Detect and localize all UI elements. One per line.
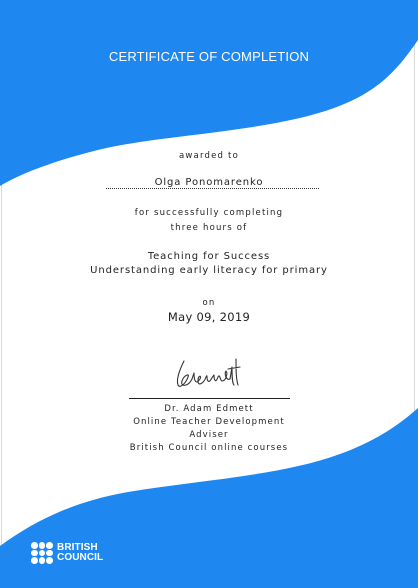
awarded-to-label: awarded to <box>179 151 239 161</box>
recipient-name: Olga Ponomarenko <box>154 177 264 188</box>
completion-line-1: for successfully completing <box>134 208 284 218</box>
brand-line-1: BRITISH <box>57 541 98 553</box>
signature-image <box>170 355 250 395</box>
signatory-role-line-1: Online Teacher Development <box>133 417 285 427</box>
british-council-logo <box>31 542 103 564</box>
certificate-title: CERTIFICATE OF COMPLETION <box>108 49 310 64</box>
brand-line-2: COUNCIL <box>57 552 104 563</box>
completion-line-2: three hours of <box>170 223 248 233</box>
signature-line <box>129 398 290 399</box>
completion-date: May 09, 2019 <box>167 310 251 324</box>
signatory-name: Dr. Adam Edmett <box>164 404 254 414</box>
british-council-dots-icon <box>31 542 53 564</box>
signatory-role-line-2: Adviser <box>189 430 229 440</box>
recipient-name-underline <box>106 188 319 189</box>
course-subtitle: Understanding early literacy for primary <box>90 265 328 276</box>
on-label: on <box>202 298 216 308</box>
signatory-organization: British Council online courses <box>129 443 289 453</box>
course-title: Teaching for Success <box>147 251 271 262</box>
british-council-wordmark <box>57 543 103 564</box>
